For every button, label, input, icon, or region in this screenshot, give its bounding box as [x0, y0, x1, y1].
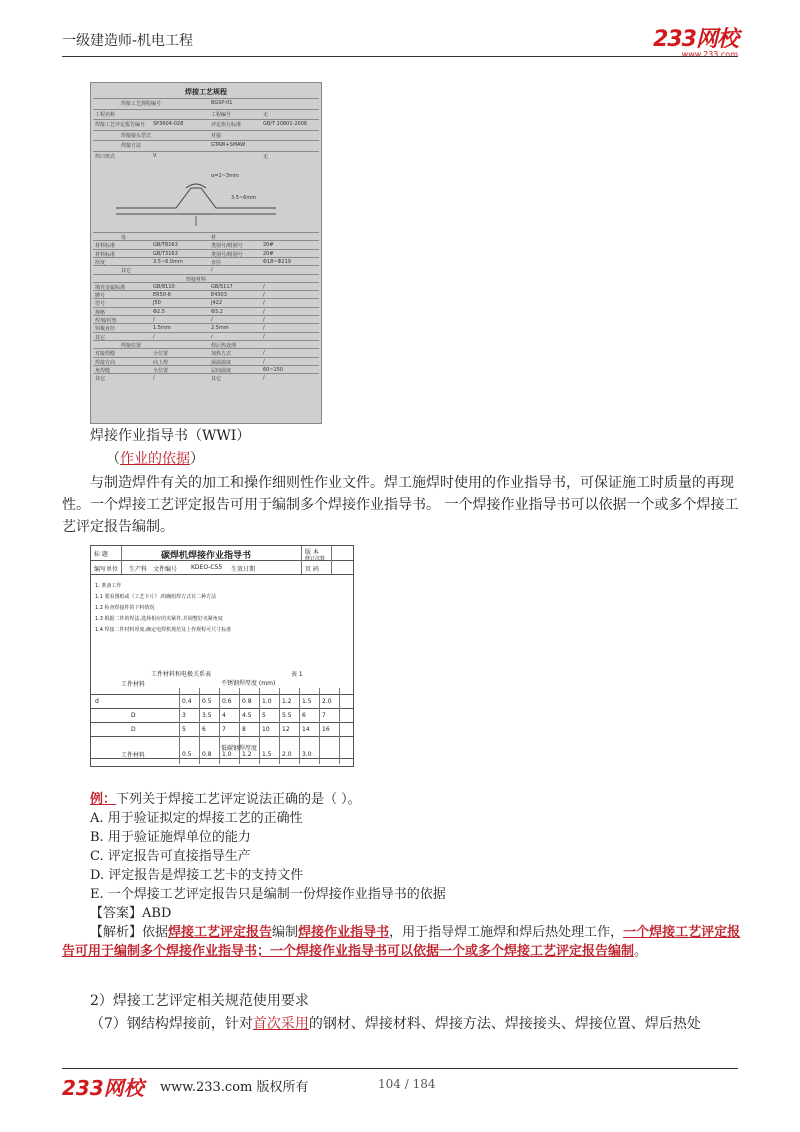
form2-row2-cell: KDEO-C55	[191, 564, 223, 571]
form-cell: 3.5~6.0mm	[153, 258, 183, 265]
form-cell: GTAW+SMAW	[211, 142, 246, 148]
form-cell: GB/5117	[211, 283, 233, 290]
form2-page-label: 页 码	[305, 566, 319, 573]
form-cell: 加热方式	[211, 351, 232, 358]
form-cell: 材料标准	[95, 243, 116, 250]
table-cell: 3	[182, 712, 186, 719]
form-cell: 材	[211, 235, 217, 241]
table-cell: 7	[222, 726, 226, 733]
table-cell: 12	[282, 726, 290, 733]
form-cell: 焊剂/衬垫	[95, 318, 117, 324]
form-cell: /	[263, 317, 265, 323]
item-text-2: 的钢材、焊接材料、焊接方法、焊接接头、焊接位置、焊后热处	[308, 1016, 701, 1032]
spot-welder-instruction-scan	[90, 545, 354, 767]
table-row-label: D	[131, 726, 136, 733]
form-cell: 角焊缝	[95, 367, 111, 374]
form-cell: 无	[263, 153, 269, 160]
form-cell: 厚度	[95, 259, 106, 266]
table-cell: 2.0	[322, 698, 332, 705]
analysis-text-2: 编制	[272, 925, 299, 940]
table-cell: 1.2	[242, 751, 252, 758]
form-cell: 焊接接头型式	[121, 132, 152, 139]
form-cell: 1.5mm	[153, 325, 171, 332]
table-col-line	[219, 688, 220, 764]
form-cell: 焊口形式	[95, 153, 116, 160]
scan-title: 焊接工艺规程	[185, 88, 227, 96]
form-cell: 其它	[95, 376, 106, 383]
paren-open: （	[106, 451, 120, 467]
form-cell: /	[211, 333, 213, 340]
form-cell: 其它	[95, 334, 106, 341]
table-cell: 0.6	[222, 698, 232, 705]
form-row-line	[93, 373, 319, 374]
table-cell: 1.5	[262, 751, 272, 758]
table-cell: 0.5	[182, 751, 192, 758]
form2-title: 碳焊机焊接作业指导书	[161, 551, 252, 561]
form-cell: J50	[153, 300, 161, 307]
form-row-line	[93, 357, 319, 358]
form2-instruction-line: 1.2 检查焊接件的下料情况	[95, 605, 155, 611]
form2-row2-cell: 生效日期	[231, 566, 256, 573]
form-cell: 焊接工艺规程编号	[121, 101, 162, 107]
form-cell: 焊接材料	[186, 276, 207, 283]
table-cell: 2.0	[282, 751, 292, 758]
form-cell: 焊接方向	[95, 359, 116, 366]
table-cell: 5	[182, 726, 186, 733]
form-cell: 填充金属标准	[95, 284, 126, 291]
form-row-line	[93, 249, 319, 250]
welding-procedure-spec-scan	[90, 82, 322, 424]
footer-logo: 233网校	[62, 1076, 144, 1100]
first-use-link[interactable]: 首次采用	[252, 1016, 309, 1032]
table-cell: 0.5	[202, 698, 212, 705]
example-question	[90, 790, 361, 809]
section-item-7	[90, 1013, 750, 1035]
table-row-label: D	[131, 712, 136, 719]
example-label: 例：	[90, 792, 117, 807]
form-cell: /	[211, 267, 213, 274]
form-cell: 无	[263, 111, 269, 118]
form2-lower-thick: 低碳钢焊厚度	[221, 745, 258, 752]
form2-instruction-line: 1. 准备工作	[95, 583, 122, 589]
table-col-line	[299, 688, 300, 764]
form-row-line	[93, 130, 319, 131]
table-col-line	[239, 688, 240, 764]
table-row-line	[91, 722, 353, 723]
answer-option: D. 评定报告是焊接工艺卡的支持文件	[90, 868, 304, 883]
form-row-line	[93, 365, 319, 366]
form-row-line	[93, 151, 319, 152]
form2-label-title: 标 题	[94, 551, 108, 558]
document-header-title: 一级建造师-机电工程	[62, 33, 194, 49]
form-cell: /	[263, 300, 265, 307]
brand-logo	[653, 22, 738, 59]
form2-lower-label: 工件材料	[121, 752, 146, 759]
form-cell: /	[263, 292, 265, 299]
form-cell: 类别号/组别号	[211, 243, 243, 250]
form-cell: 规格	[95, 309, 106, 316]
table-cell: 3.5	[202, 712, 212, 719]
form-cell: BGSP-01	[211, 100, 233, 106]
form-cell: V	[153, 152, 157, 159]
table-cell: 1.5	[302, 698, 312, 705]
table-row-line	[91, 736, 353, 737]
form-row-line	[93, 282, 319, 283]
form-cell: 其它	[211, 376, 222, 383]
analysis-link-wwi[interactable]: 焊接作业指导书	[298, 925, 390, 940]
form-cell: 20#	[263, 250, 274, 257]
header-divider	[62, 56, 738, 57]
table-cell: 0.4	[182, 698, 192, 705]
form-row-line	[93, 315, 319, 316]
form-cell: 钨极直径	[95, 326, 116, 333]
form-cell: 焊接工艺评定报告编号	[95, 122, 146, 128]
table-cell: 10	[262, 726, 270, 733]
table-col-line	[199, 688, 200, 764]
form-row-line	[93, 240, 319, 241]
form-cell: 直径	[211, 259, 222, 266]
footer-divider	[62, 1068, 738, 1069]
form-cell: /	[263, 308, 265, 315]
form-cell: /	[211, 317, 213, 323]
table-cell: 7	[322, 712, 326, 719]
form-cell: GB/8110	[153, 283, 175, 290]
form-row-line	[93, 348, 319, 349]
form2-instruction-line: 1.3 根据二件的焊法,选择相应的夹紧件,并调整好夹紧角度	[95, 616, 223, 622]
form2-row2-cell: 编写单位	[94, 566, 119, 573]
form-cell: 母	[121, 235, 127, 241]
form-cell: 保温温度	[211, 359, 232, 366]
sketch-gap-label: α=2~3mm	[211, 173, 239, 179]
logo-url: www.233.com	[681, 50, 738, 59]
analysis-label: 【解析】	[90, 925, 143, 940]
table-cell: 3.0	[302, 751, 312, 758]
form-cell: Φ18~Φ219	[263, 258, 291, 265]
sketch-thickness-label: 3.5~6mm	[231, 195, 257, 201]
table-cell: 0.8	[242, 698, 252, 705]
form-row-line	[93, 98, 319, 99]
form-row-line	[93, 274, 319, 275]
form-row-line	[93, 332, 319, 333]
form-cell: 焊后热处理	[211, 342, 237, 349]
form-cell: 对接焊缝	[95, 351, 116, 358]
form2-col-label: 工件材料	[121, 681, 146, 688]
item-text-1: （7）钢结构焊接前，针对	[90, 1016, 253, 1032]
form-cell: /	[263, 358, 265, 365]
wwi-subheading	[106, 448, 204, 470]
table-col-line	[279, 688, 280, 764]
form2-revision-label: 修订次数	[305, 556, 326, 562]
paren-close: ）	[190, 451, 204, 467]
analysis-text-3: ，用于指导焊工施焊和焊后热处理工作，	[389, 925, 624, 940]
form-cell: 工程编号	[211, 111, 232, 118]
answer-option: E. 一个焊接工艺评定报告只是编制一份焊接作业指导书的依据	[90, 887, 446, 902]
form-cell: J422	[211, 300, 223, 307]
form-cell: /	[263, 325, 265, 332]
analysis-link-key-point[interactable]: 一个焊接工艺评定报告可用于编制多个焊接作业指导书；一个焊接作业指导书可以依据一个或多个焊接工艺评定报告编制	[62, 925, 741, 959]
table-row-line	[91, 708, 353, 709]
form-cell: GB/T3163	[153, 250, 178, 257]
table-col-line	[259, 688, 260, 764]
wwi-paragraph: 与制造焊件有关的加工和操作细则性作业文件。焊工施焊时使用的作业指导书，可保证施工时质量的再现性。一个焊接工艺评定报告可用于编制多个焊接作业指导书。 一个焊接作业指导书可以依据一个或多个焊接工艺评定报告编制。	[62, 475, 739, 535]
table-cell: 4.5	[242, 712, 252, 719]
form-row-line	[93, 323, 319, 324]
answer-option: C. 评定报告可直接指导生产	[90, 849, 251, 864]
form-cell: 其它	[121, 268, 132, 275]
answer-line: 【答案】ABD	[90, 906, 172, 921]
table-cell: 1.0	[222, 751, 232, 758]
form-row-line	[93, 257, 319, 258]
form-cell: 2.5mm	[211, 325, 229, 332]
form2-instruction-line: 1.4 焊接二件材料厚度,确定电焊机规范及上作规程可尺寸标准	[95, 627, 232, 633]
form-cell: /	[263, 350, 265, 357]
form-cell: 20#	[263, 242, 274, 249]
table-cell: 5.5	[282, 712, 292, 719]
form-cell: /	[153, 333, 155, 340]
form-cell: Φ3.2	[211, 308, 223, 315]
table-cell: 4	[222, 712, 226, 719]
form-cell: 型号	[95, 301, 106, 308]
form-cell: 材料标准	[95, 251, 116, 258]
form-row-line	[93, 140, 319, 141]
form-row-line	[93, 109, 319, 110]
form2-thick-label: 不锈钢焊厚度 (mm)	[221, 680, 276, 687]
form-cell: /	[263, 283, 265, 290]
form-row-line	[93, 340, 319, 341]
weld-joint-sketch	[106, 168, 306, 228]
form-row-line	[93, 290, 319, 291]
form-cell: 工程名称	[95, 111, 116, 118]
analysis-text-4: 。	[634, 944, 648, 959]
form-cell: GB/T8163	[153, 242, 178, 249]
form-cell: 60~150	[263, 366, 284, 373]
analysis-link-pqr[interactable]: 焊接工艺评定报告	[168, 925, 273, 940]
table-row-label: d	[95, 698, 99, 705]
section-heading: 2）焊接工艺评定相关规范使用要求	[90, 993, 309, 1009]
form2-version-label: 版 本	[305, 549, 319, 556]
form-cell: ER50-6	[153, 292, 171, 299]
form2-row2-cell: 文件编号	[153, 566, 178, 573]
page-number: 104 / 184	[378, 1077, 436, 1091]
form-cell: 向上焊	[153, 359, 169, 366]
form-row-line	[93, 265, 319, 266]
form-cell: 层间温度	[211, 367, 232, 374]
table-cell: 8	[242, 726, 246, 733]
form-cell: /	[153, 375, 155, 382]
form-cell: 对接	[211, 132, 222, 139]
analysis-text-1: 依据	[142, 925, 169, 940]
form-cell: 牌号	[95, 293, 106, 300]
table-cell: 14	[302, 726, 310, 733]
question-text: 下列关于焊接工艺评定说法正确的是（ ）。	[116, 792, 361, 807]
table-col-line	[179, 688, 180, 764]
form2-instruction-line: 1.1 要看图纸或《工艺卡片》,明确组焊方式有二种方法	[95, 594, 217, 600]
wwi-heading: 焊接作业指导书（WWI）	[90, 428, 251, 444]
form-cell: Φ2.5	[153, 308, 165, 315]
answer-option: B. 用于验证施焊单位的能力	[90, 830, 251, 845]
table-cell: 16	[322, 726, 330, 733]
table-cell: 1.2	[282, 698, 292, 705]
logo-text: 233网校	[653, 27, 738, 52]
form-cell: /	[153, 317, 155, 323]
wwi-basis-link[interactable]: 作业的依据	[120, 451, 190, 467]
form-cell: /	[263, 375, 265, 382]
analysis-paragraph	[62, 914, 742, 961]
form-cell: SP3604-028	[153, 121, 184, 127]
table-cell: 6	[202, 726, 206, 733]
form2-table-note: 表 1	[291, 671, 303, 678]
form-row-line	[93, 298, 319, 299]
form-cell: 全位置	[153, 367, 169, 374]
footer-copyright: www.233.com 版权所有	[160, 1080, 309, 1095]
table-cell: 6	[302, 712, 306, 719]
table-row-line	[91, 694, 353, 695]
table-cell: 0.8	[202, 751, 212, 758]
table-col-line	[319, 688, 320, 764]
form-row-line	[93, 232, 319, 233]
form-row-line	[93, 119, 319, 120]
table-col-line	[339, 688, 340, 764]
form-cell: GB/T 20801-2006	[263, 121, 308, 127]
form-cell: 焊接位置	[121, 342, 142, 349]
form2-row2-cell: 生产科	[129, 566, 148, 573]
form-cell: 全位置	[153, 351, 169, 358]
form-cell: 评定执行标准	[211, 122, 242, 128]
form-cell: /	[263, 333, 265, 340]
form-row-line	[93, 307, 319, 308]
form-cell: E4303	[211, 292, 227, 299]
answer-option: A. 用于验证拟定的焊接工艺的正确性	[90, 811, 303, 826]
form-cell: 焊接方法	[121, 143, 142, 149]
form-cell: 类别号/组别号	[211, 251, 243, 258]
form2-table-title: 工件材料和电极关系表	[151, 671, 212, 678]
table-cell: 1.0	[262, 698, 272, 705]
table-cell: 5	[262, 712, 266, 719]
